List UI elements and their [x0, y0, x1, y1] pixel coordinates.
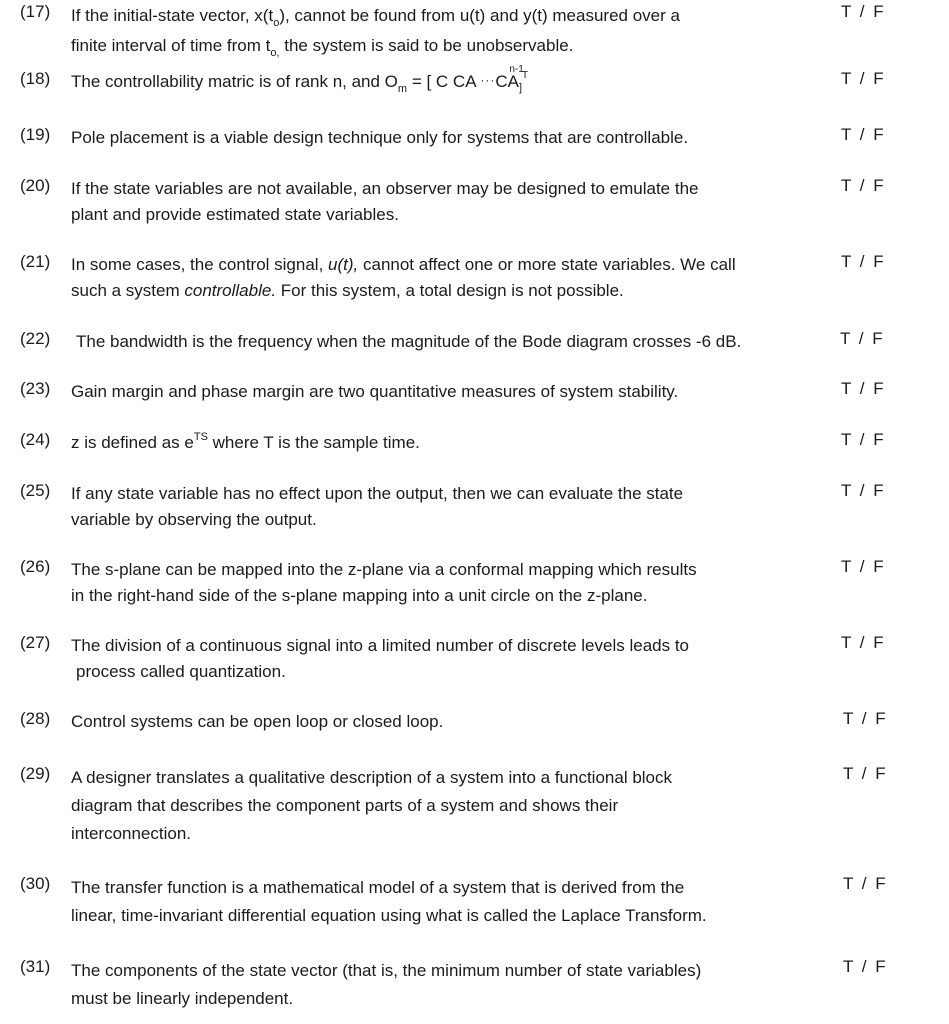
question-number: (17) — [20, 2, 51, 21]
question-text: If any state variable has no effect upon the output, then we can evaluate the state variable by observing the output. — [71, 484, 684, 529]
true-false-options[interactable]: T / F — [841, 252, 884, 271]
question-number: (18) — [20, 69, 51, 88]
true-false-options[interactable]: T / F — [841, 176, 884, 195]
true-false-options[interactable]: T / F — [841, 2, 884, 21]
true-false-options[interactable]: T / F — [841, 481, 884, 500]
question-number: (29) — [20, 764, 51, 783]
true-false-options[interactable]: T / F — [841, 633, 884, 652]
question-number: (21) — [20, 252, 51, 271]
question-number: (30) — [20, 874, 51, 893]
question-text: Control systems can be open loop or closed loop. — [71, 712, 444, 731]
question-text: If the state variables are not available, an observer may be designed to emulate the plant and provide estimated state variables. — [71, 179, 699, 224]
question-number: (19) — [20, 125, 51, 144]
question-number: (28) — [20, 709, 51, 728]
true-false-options[interactable]: T / F — [841, 69, 884, 88]
question-number: (25) — [20, 481, 51, 500]
true-false-options[interactable]: T / F — [841, 379, 884, 398]
question-number: (22) — [20, 329, 51, 348]
question-text: The controllability matric is of rank n, and $O_m$ = [ C CA ···CA n-1 $_]^T$ — [71, 64, 529, 95]
true-false-options[interactable]: T / F — [843, 709, 886, 728]
question-text: The bandwidth is the frequency when the magnitude of the Bode diagram crosses -6 dB. — [76, 332, 742, 351]
question-number: (20) — [20, 176, 51, 195]
question-number: (24) — [20, 430, 51, 449]
true-false-options[interactable]: T / F — [840, 329, 883, 348]
question-text: The components of the state vector (that is, the minimum number of state variables) must be linearly independent. — [71, 961, 702, 1008]
true-false-options[interactable]: T / F — [841, 125, 884, 144]
question-text: Pole placement is a viable design technique only for systems that are controllable. — [71, 128, 689, 147]
question-number: (26) — [20, 557, 51, 576]
question-text: The division of a continuous signal into a limited number of discrete levels leads to process called quantization. — [71, 636, 690, 681]
question-text: A designer translates a qualitative description of a system into a functional block diagram that describes the component parts of a system and shows their interconnection. — [71, 768, 673, 843]
true-false-options[interactable]: T / F — [843, 764, 886, 783]
question-number: (31) — [20, 957, 51, 976]
true-false-options[interactable]: T / F — [841, 557, 884, 576]
question-text: Gain margin and phase margin are two quantitative measures of system stability. — [71, 382, 679, 401]
question-text: In some cases, the control signal, u(t), cannot affect one or more state variables. We call such a system controllable. For this system, a total design is not possible. — [71, 255, 736, 300]
question-text: The s-plane can be mapped into the z-plane via a conformal mapping which results in the right-hand side of the s-plane mapping into a unit circle on the z-plane. — [71, 560, 697, 605]
true-false-options[interactable]: T / F — [841, 430, 884, 449]
question-text: z is defined as $e^{TS}$ where T is the sample time. — [71, 431, 420, 452]
question-text: If the initial-state vector, $x(t_o)$, cannot be found from u(t) and y(t) measured over a finite interval of time from $t_{o,}$ the system is said to be unobservable. — [71, 6, 680, 59]
true-false-options[interactable]: T / F — [843, 874, 886, 893]
true-false-options[interactable]: T / F — [843, 957, 886, 976]
question-number: (23) — [20, 379, 51, 398]
question-text: The transfer function is a mathematical model of a system that is derived from the linear, time-invariant differential equation using what is called the Laplace Transform. — [71, 878, 707, 925]
question-number: (27) — [20, 633, 51, 652]
